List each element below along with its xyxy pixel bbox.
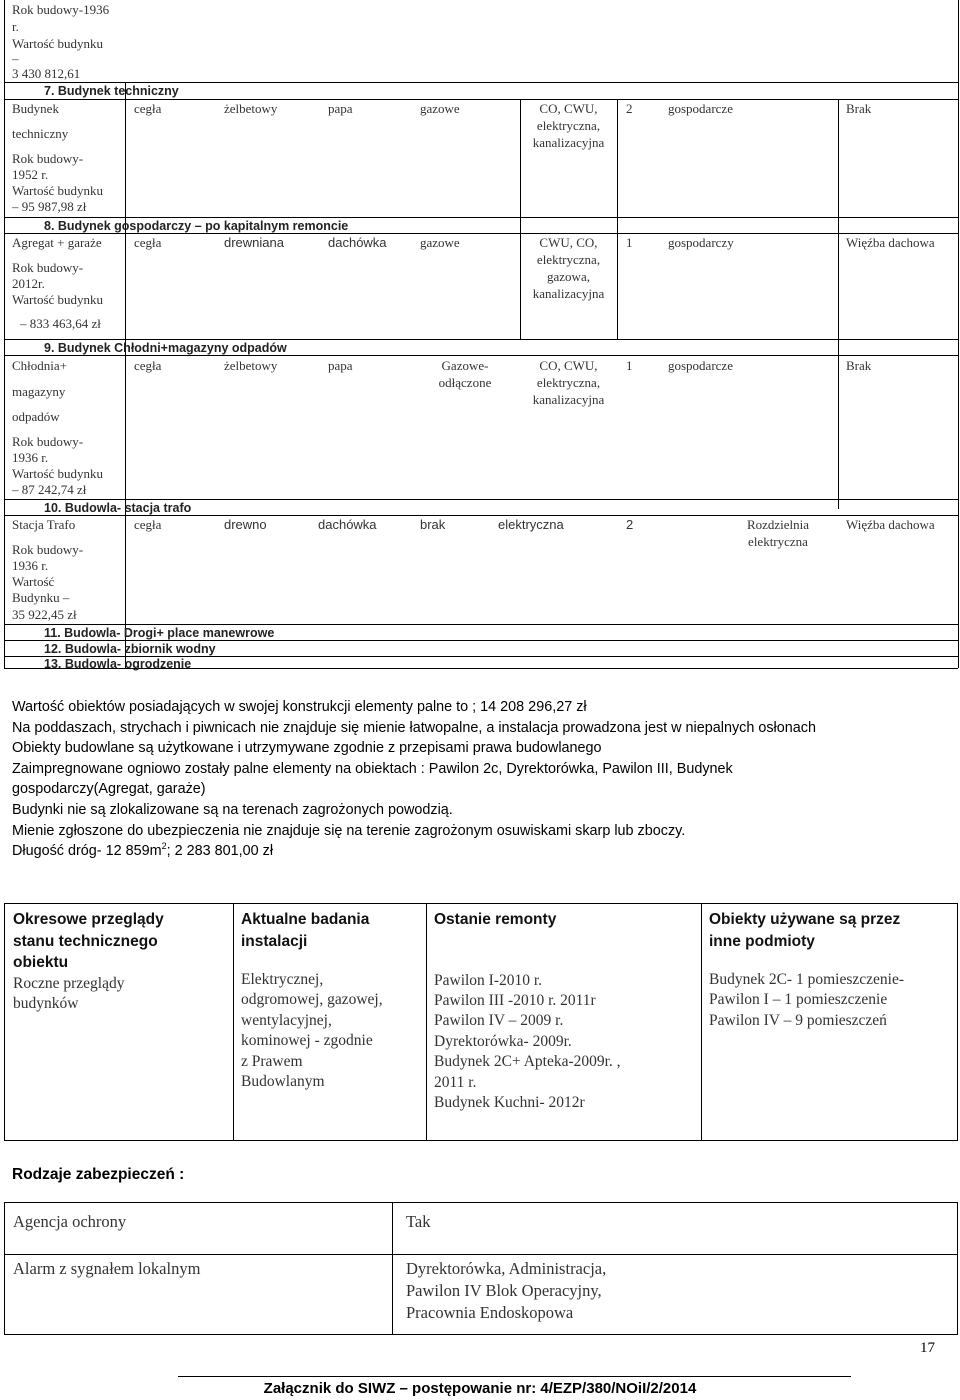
summary-line: Mienie zgłoszone do ubezpieczenia nie znajduje się na terenie zagrożonym osuwiskami skarp lub zboczy. [12,822,686,839]
installations: CO, CWU, [539,101,598,116]
value-label: Wartość budynku [12,292,104,307]
roads-sup: 2 [161,841,167,852]
build-year: 2012r. [12,276,45,291]
build-year: 1936 r. [12,558,49,573]
body-line: Budynek 2C- 1 pomieszczenie- [709,971,904,988]
body-line: 2011 r. [434,1073,477,1091]
column-divider [838,99,839,509]
building-name: Budynek [12,101,59,116]
building-value: – 833 463,64 zł [20,316,101,331]
ceiling: drewno [224,517,267,532]
build-year-label: Rok budowy- [12,542,84,557]
build-year: 1952 r. [12,167,49,182]
value-label: Wartość budynku [12,466,104,481]
build-year-label: Rok budowy- [12,260,84,275]
header-line: Okresowe przeglądy [13,911,164,928]
roads-suffix: ; 2 283 801,00 zł [166,843,274,860]
installations: elektryczna, [536,375,601,390]
build-year: 1936 r. [12,450,49,465]
floors: 2 [626,517,634,532]
body-line: Pawilon I – 1 pomieszczenie [709,991,888,1009]
roof-structure: Brak [846,358,872,373]
purpose: gospodarcze [668,101,733,116]
body-line: budynków [13,994,79,1012]
inspection-header [13,909,225,974]
summary-line: Wartość obiektów posiadających w swojej konstrukcji elementy palne to ; 14 208 296,27 zł [12,699,587,715]
body-line: Dyrektorówka- 2009r. [434,1032,572,1050]
building-heading: 11. Budowla- Drogi+ place manewrowe [44,626,275,640]
installations: CO, CWU, [539,358,598,373]
installations: elektryczna, [536,252,601,267]
build-year-label: Rok budowy- [12,151,84,166]
purpose: gospodarcze [668,358,733,373]
installations: kanalizacyjna [532,392,605,407]
security-value-line: Dyrektorówka, Administracja, [406,1259,607,1278]
roof-structure: Brak [846,101,872,116]
body-line: Pawilon IV – 9 pomieszczeń [709,1011,887,1029]
body-line: odgromowej, gazowej, [241,991,383,1009]
roof: dachówka [328,235,387,250]
body-line: kominowej - zgodnie [241,1032,373,1050]
summary-line: Obiekty budowlane są użytkowane i utrzymywane zgodnie z przepisami prawa budowlanego [12,740,602,757]
installations: kanalizacyjna [532,286,605,301]
ceiling: drewniana [224,235,284,250]
footer-text: Załącznik do SIWZ – postępowanie nr: 4/EZP/380/NOiI/2/2014 [263,1380,697,1397]
building-heading: 9. Budynek Chłodni+magazyny odpadów [44,341,287,355]
inspection-header [434,909,694,931]
body-line: Pawilon III -2010 r. 2011r [434,991,596,1009]
purpose: Rozdzielnia [746,517,810,532]
summary-line: Na poddaszach, strychach i piwnicach nie znajduje się mienie łatwopalne, a instalacja prowadzona jest w niepalnych osłonach [12,719,816,736]
prev-build-year-suffix: r. [12,19,19,34]
roof: papa [328,101,353,116]
body-line: Pawilon I-2010 r. [434,971,543,989]
heating: gazowe [420,101,460,116]
inspection-cell [234,904,427,1141]
building-name: odpadów [12,409,60,424]
building-value: – 87 242,74 zł [12,482,87,497]
body-line: Pawilon IV – 2009 r. [434,1012,564,1030]
walls: cegła [134,517,162,532]
header-line: Obiekty używane są przez [709,911,901,928]
building-heading: 12. Budowla- zbiornik wodny [44,642,216,656]
value-label: Wartość budynku [12,183,104,198]
building-name: techniczny [12,126,69,141]
inspection-body [13,974,225,1015]
ceiling: żelbetowy [224,358,278,373]
building-name: Stacja Trafo [12,517,76,532]
building-name: Agregat + garaże [12,235,102,250]
security-value [393,1255,958,1335]
security-type: Alarm z sygnałem lokalnym [5,1255,393,1335]
column-divider [617,99,618,339]
building-heading: 7. Budynek techniczny [44,84,179,98]
body-line: z Prawem [241,1052,303,1070]
roof: papa [328,358,353,373]
security-value-line: Pawilon IV Blok Operacyjny, [406,1281,602,1300]
roof: dachówka [318,517,377,532]
heating: gazowe [420,235,460,250]
inspection-header [241,909,419,952]
header-line: inne podmioty [709,932,815,950]
table-border-left [4,0,5,668]
security-value-line: Tak [406,1212,431,1231]
header-line: stanu technicznego [13,932,158,950]
summary-line: Budynki nie są zlokalizowane są na terenach zagrożonych powodzią. [12,801,453,818]
building-heading: 10. Budowla- stacja trafo [44,501,192,515]
inspection-table [4,903,958,1141]
inspection-body [241,970,419,1092]
floors: 1 [626,235,633,250]
inspection-body [434,971,694,1114]
inspection-cell [5,904,234,1141]
header-line: Aktualne badania [241,911,370,928]
building-name: magazyny [12,384,66,399]
header-line: obiektu [13,954,69,971]
inspection-header [709,909,950,952]
summary-line: gospodarczy(Agregat, garaże) [12,781,206,798]
header-line: instalacji [241,932,308,950]
floors: 2 [626,101,633,116]
roads-length [12,841,952,862]
column-divider [125,82,126,668]
roof-structure: Więźba dachowa [846,235,935,250]
footer-divider [178,1376,851,1377]
build-year-label: Rok budowy- [12,434,84,449]
body-line: Budowlanym [241,1073,325,1091]
walls: cegła [134,101,162,116]
security-label: Rodzaje zabezpieczeń : [12,1166,185,1183]
value-label: Budynku – [12,590,70,605]
heating: odłączone [438,375,492,390]
summary-text [12,697,952,862]
buildings-table [0,0,960,670]
installations: kanalizacyjna [532,135,605,150]
roads-prefix: Długość dróg- 12 859m [12,843,162,860]
prev-build-year: Rok budowy-1936 [12,2,110,17]
inspection-cell [702,904,958,1141]
walls: cegła [134,235,162,250]
inspection-body [709,970,950,1031]
roof-structure: Więźba dachowa [846,517,935,532]
purpose: elektryczna [748,534,808,549]
body-line: Budynek 2C+ Apteka-2009r. , [434,1053,621,1071]
installations: CWU, CO, [539,235,598,250]
building-value: 35 922,45 zł [12,607,77,622]
security-type: Agencja ochrony [5,1203,393,1255]
installations: elektryczna, [536,118,601,133]
table-border-right [958,0,959,668]
building-heading: 13. Budowla- ogrodzenie [44,657,192,671]
body-line: Budynek Kuchni- 2012r [434,1093,585,1111]
purpose: gospodarczy [668,235,734,250]
building-heading: 8. Budynek gospodarczy – po kapitalnym remoncie [44,219,349,233]
prev-value-dash: – [12,51,19,66]
prev-value-label: Wartość budynku [12,36,104,51]
header-line: Ostanie remonty [434,911,557,928]
ceiling: żelbetowy [224,101,278,116]
building-value: – 95 987,98 zł [12,199,87,214]
installations: gazowa, [547,269,590,284]
row-divider [4,99,958,100]
prev-value: 3 430 812,61 [12,66,81,81]
floors: 1 [626,358,633,373]
installations: elektryczna [498,517,564,532]
page-number: 17 [920,1340,935,1356]
security-table [4,1202,958,1335]
security-value [393,1203,958,1255]
security-value-line: Pracownia Endoskopowa [406,1303,574,1322]
body-line: wentylacyjnej, [241,1011,332,1029]
building-name: Chłodnia+ [12,358,67,373]
body-line: Elektrycznej, [241,971,324,988]
summary-line: Zaimpregnowane ogniowo zostały palne elementy na obiektach : Pawilon 2c, Dyrektorówka, Pawilon III, Budynek [12,760,733,777]
value-label: Wartość [12,574,55,589]
heating: Gazowe- [441,358,489,373]
inspection-cell [427,904,702,1141]
heating: brak [420,517,446,532]
walls: cegła [134,358,162,373]
body-line: Roczne przeglądy [13,974,125,992]
